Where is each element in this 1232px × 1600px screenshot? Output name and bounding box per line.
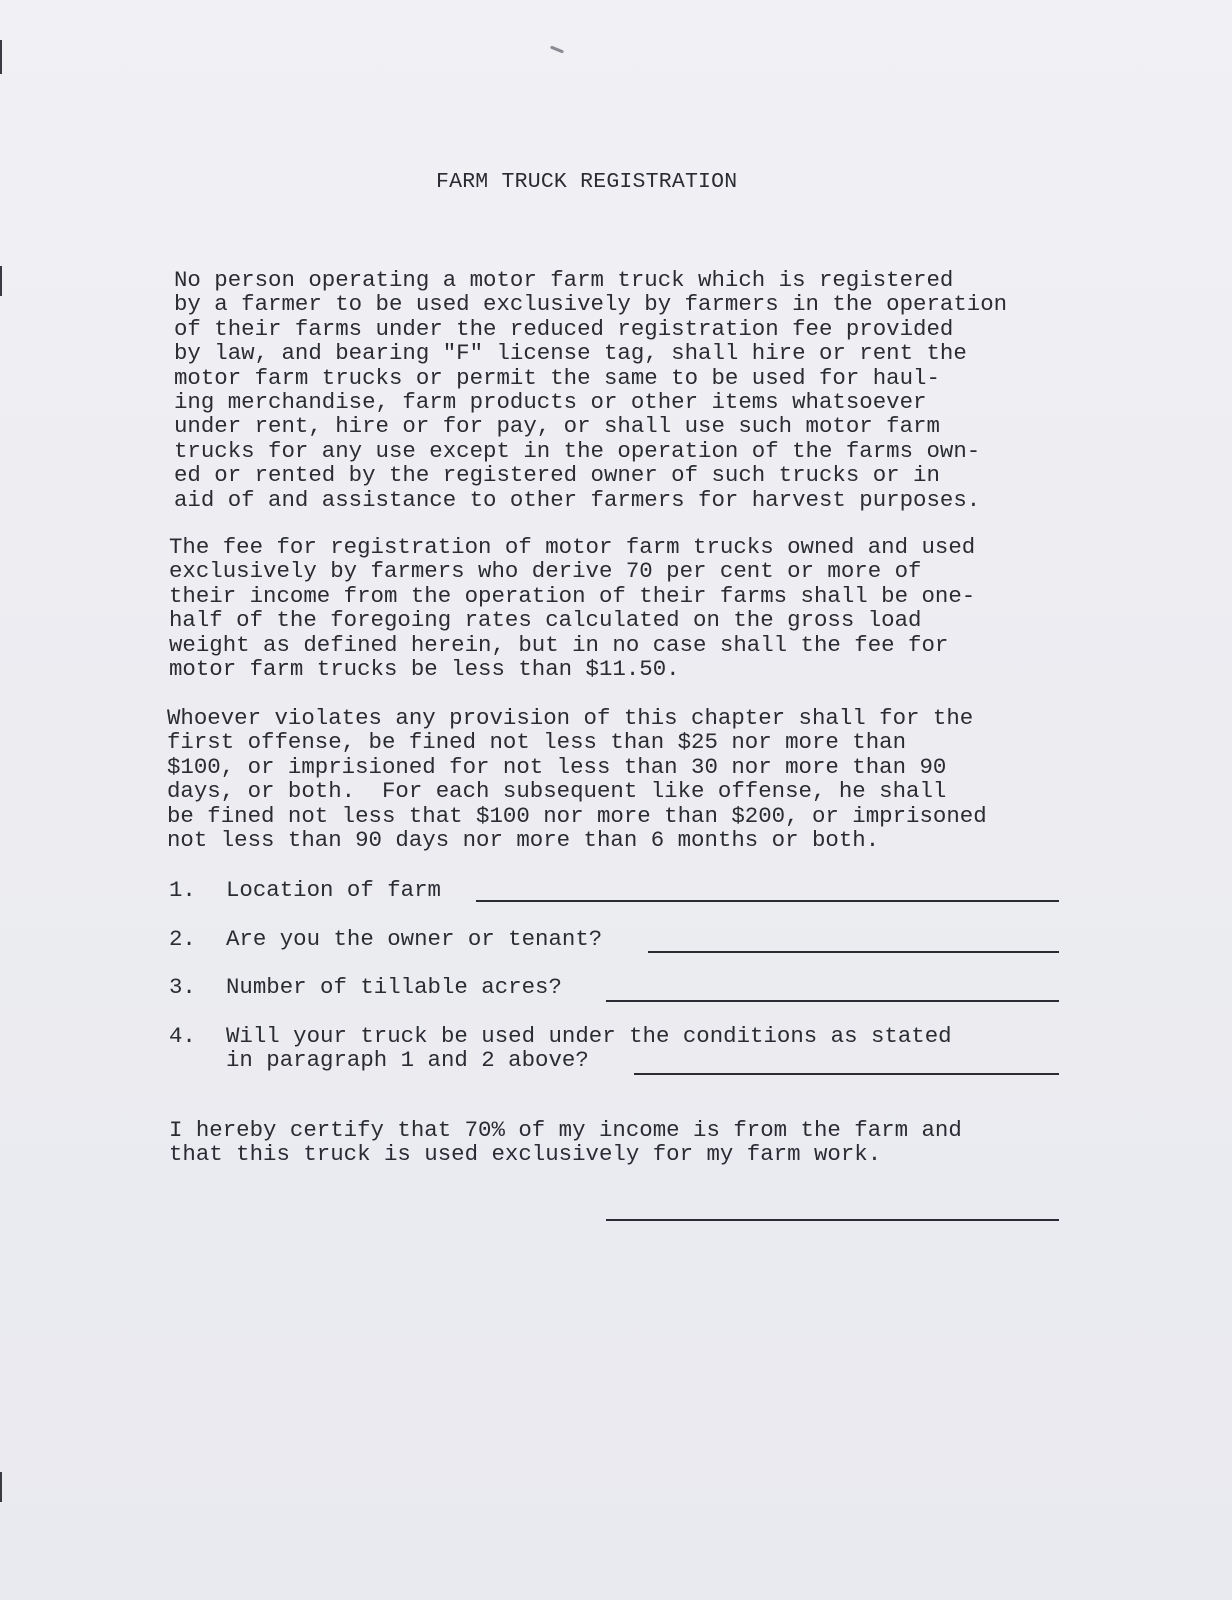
question-text: Will your truck be used under the conditions as stated in paragraph 1 and 2 above?	[226, 1023, 952, 1074]
question-text: Number of tillable acres?	[226, 974, 562, 1000]
owner-or-tenant-field[interactable]	[648, 951, 1059, 953]
question-number: 2.	[169, 926, 196, 952]
question-number: 1.	[169, 877, 196, 903]
paragraph-usage-restriction: No person operating a motor farm truck which is registered by a farmer to be used exclusively by farmers in the operation of their farms under the reduced registration fee provided by law, and bearing "F" license tag, shall hire or rent the motor farm trucks or permit the same to be used for haul- ing merchandise, farm products or other items whatsoever under rent, hire or for pay, or shall use such motor farm trucks for any use except in the operation of the farms own- ed or rented by the registered owner of such trucks or in aid of and assistance to other farmers for harvest purposes.	[174, 267, 1008, 513]
conditions-answer-field[interactable]	[634, 1073, 1059, 1075]
paper-smudge	[550, 45, 564, 53]
question-4	[169, 1023, 952, 1122]
question-number: 4.	[169, 1023, 196, 1049]
paragraph-registration-fee: The fee for registration of motor farm trucks owned and used exclusively by farmers who derive 70 per cent or more of their income from the operation of their farms shall be one- half of the foregoing rates calculated on the gross load weight as defined herein, but in no case shall the fee for motor farm trucks be less than $11.50.	[169, 534, 976, 683]
question-number: 3.	[169, 974, 196, 1000]
tillable-acres-field[interactable]	[606, 1000, 1059, 1002]
left-margin-mark	[0, 1472, 2, 1502]
left-margin-mark	[0, 266, 2, 296]
paragraph-penalties: Whoever violates any provision of this chapter shall for the first offense, be fined not less than $25 nor more than $100, or imprisioned for not less than 30 nor more than 90 days, or both. For each subsequent like offense, he shall be fined not less that $100 nor more than $200, or imprisoned not less than 90 days nor more than 6 months or both.	[167, 705, 987, 854]
question-text: Location of farm	[226, 877, 441, 903]
signature-line[interactable]	[606, 1219, 1059, 1221]
certification-statement: I hereby certify that 70% of my income is from the farm and that this truck is used exclusively for my farm work.	[169, 1117, 962, 1168]
left-margin-mark	[0, 40, 2, 74]
question-text: Are you the owner or tenant?	[226, 926, 603, 952]
document-title: FARM TRUCK REGISTRATION	[436, 170, 738, 194]
location-of-farm-field[interactable]	[476, 900, 1059, 902]
